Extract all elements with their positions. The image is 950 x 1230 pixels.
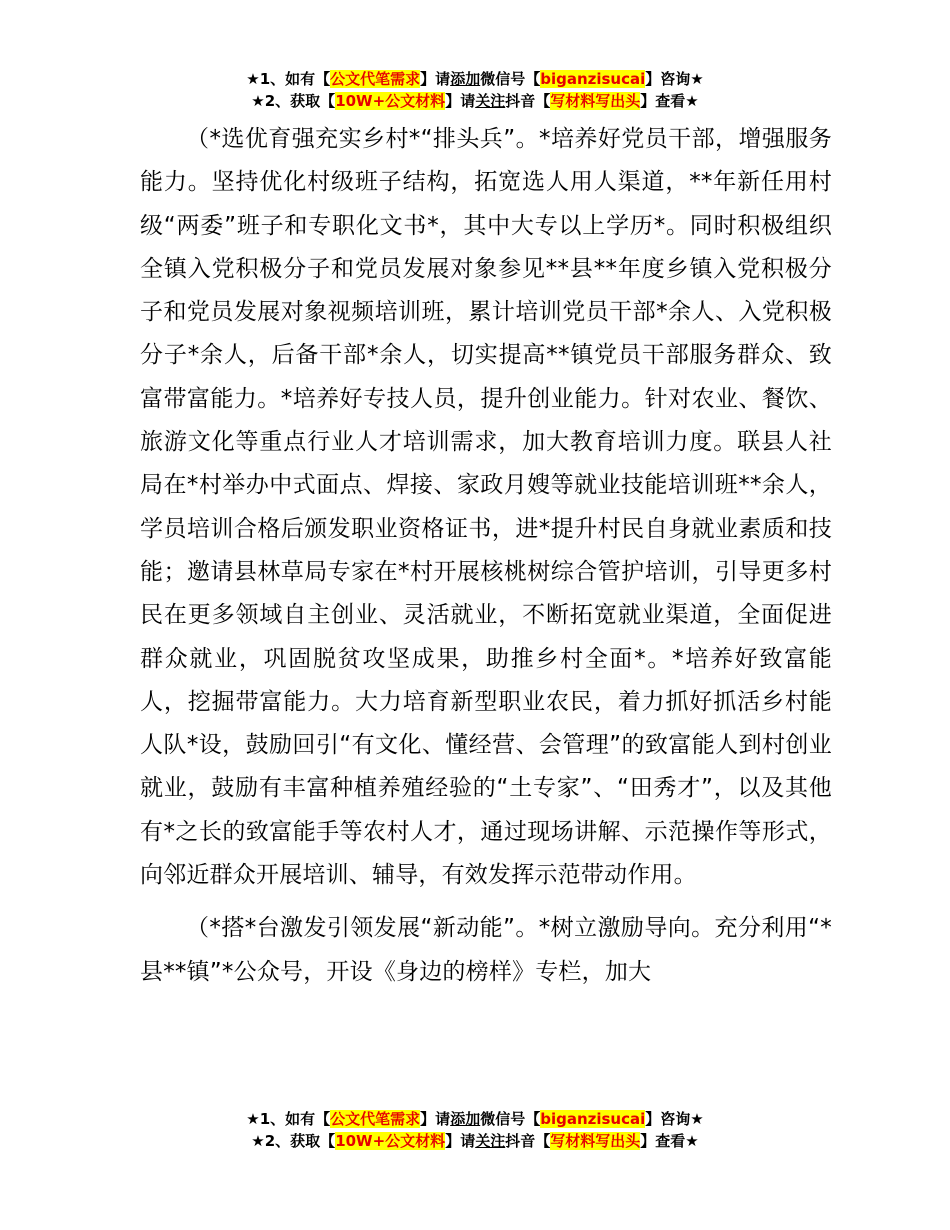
highlight-service: 公文代笔需求	[330, 1110, 421, 1128]
banner-text: ★1、如有【	[246, 70, 331, 88]
header-banner	[0, 68, 950, 112]
banner-text-underlined: 关注	[475, 92, 506, 110]
banner-text: 微信号【	[480, 1110, 541, 1128]
body-paragraph-2: （*搭*台激发引领发展“新动能”。*树立激励导向。充分利用“*县**镇”*公众号，开设《身边的榜样》专栏，加大	[140, 915, 832, 985]
banner-text: ★2、获取【	[251, 92, 336, 110]
highlight-materials: 10W+公文材料	[335, 1132, 446, 1150]
highlight-douyin-id: 写材料写出头	[550, 92, 641, 110]
banner-text: 】咨询★	[645, 70, 704, 88]
banner-line-2	[0, 90, 950, 112]
banner-text: ★2、获取【	[251, 1132, 336, 1150]
document-body	[140, 118, 832, 994]
highlight-wechat-id: biganzisucai	[540, 1110, 646, 1128]
highlight-wechat-id: biganzisucai	[540, 70, 646, 88]
banner-line-1	[0, 68, 950, 90]
banner-text: ★1、如有【	[246, 1110, 331, 1128]
highlight-douyin-id: 写材料写出头	[550, 1132, 641, 1150]
banner-line-2	[0, 1130, 950, 1152]
highlight-service: 公文代笔需求	[330, 70, 421, 88]
banner-line-1	[0, 1108, 950, 1130]
banner-text: 微信号【	[480, 70, 541, 88]
banner-text-underlined: 添加	[450, 70, 481, 88]
banner-text: 】查看★	[640, 92, 699, 110]
banner-text-underlined: 添加	[450, 1110, 481, 1128]
banner-text: 】查看★	[640, 1132, 699, 1150]
banner-text: 抖音【	[505, 1132, 551, 1150]
banner-text: 】请	[420, 1110, 451, 1128]
footer-banner	[0, 1108, 950, 1152]
banner-text: 】请	[420, 70, 451, 88]
banner-text: 抖音【	[505, 92, 551, 110]
banner-text-underlined: 关注	[475, 1132, 506, 1150]
highlight-materials: 10W+公文材料	[335, 92, 446, 110]
banner-text: 】请	[445, 1132, 476, 1150]
banner-text: 】请	[445, 92, 476, 110]
body-paragraph-1: （*选优育强充实乡村*“排头兵”。*培养好党员干部，增强服务能力。坚持优化村级班子结构，拓宽选人用人渠道，**年新任用村级“两委”班子和专职化文书*，其中大专以上学历*。同时积极组织全镇入党积极分子和党员发展对象参见**县**年度乡镇入党积极分子和党员发展对象视频培训班，累计培训党员干部*余人、入党积极分子*余人，后备干部*余人，切实提高**镇党员干部服务群众、致富带富能力。*培养好专技人员，提升创业能力。针对农业、餐饮、旅游文化等重点行业人才培训需求，加大教育培训力度。联县人社局在*村举办中式面点、焊接、家政月嫂等就业技能培训班**余人，学员培训合格后颁发职业资格证书，进*提升村民自身就业素质和技能；邀请县林草局专家在*村开展核桃树综合管护培训，引导更多村民在更多领域自主创业、灵活就业，不断拓宽就业渠道，全面促进群众就业，巩固脱贫攻坚成果，助推乡村全面*。*培养好致富能人，挖掘带富能力。大力培育新型职业农民，着力抓好抓活乡村能人队*设，鼓励回引“有文化、懂经营、会管理”的致富能人到村创业就业，鼓励有丰富种植养殖经验的“土专家”、“田秀才”，以及其他有*之长的致富能手等农村人才，通过现场讲解、示范操作等形式，向邻近群众开展培训、辅导，有效发挥示范带动作用。	[140, 126, 832, 889]
banner-text: 】咨询★	[645, 1110, 704, 1128]
